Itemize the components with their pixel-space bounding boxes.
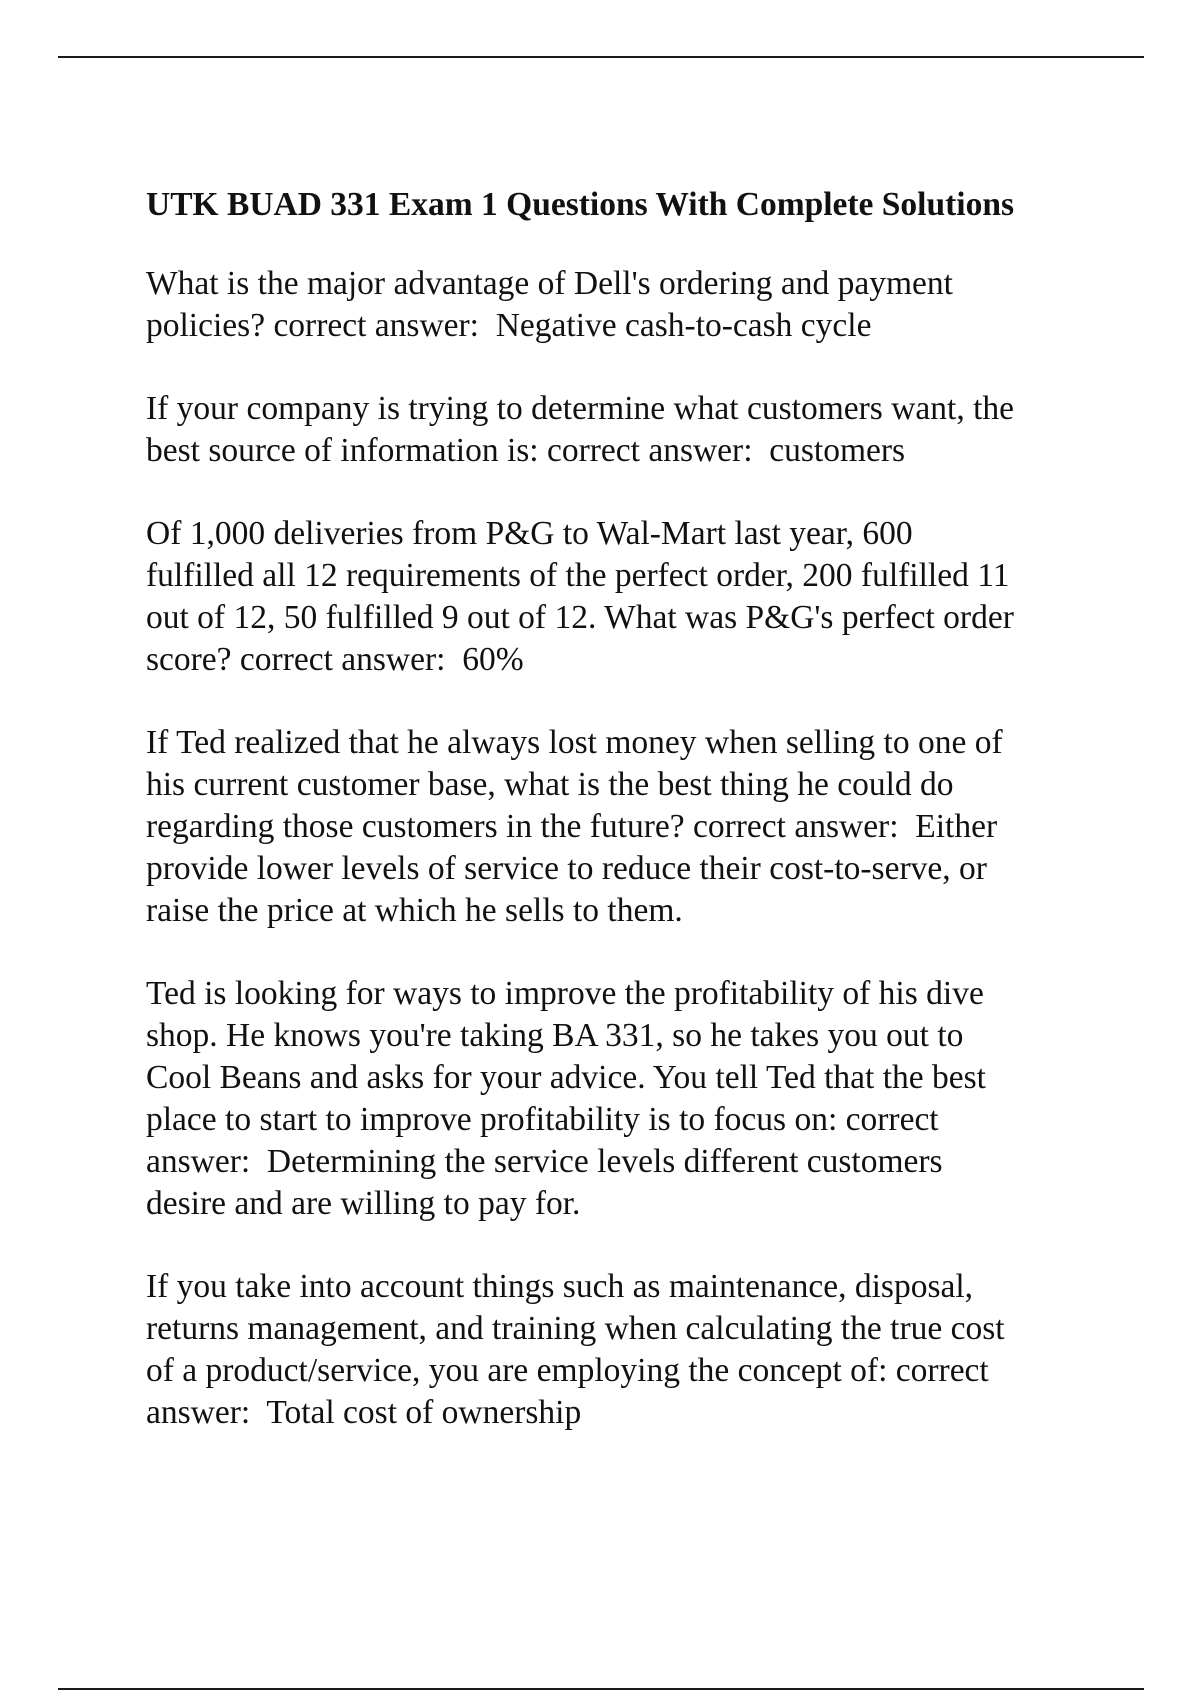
question-line: his current customer base, what is the best thing he could do (146, 766, 954, 803)
question-line: shop. He knows you're taking BA 331, so he takes you out to (146, 1017, 964, 1054)
question-line: Of 1,000 deliveries from P&G to Wal-Mart last year, 600 (146, 515, 913, 552)
question-line: If Ted realized that he always lost money when selling to one of (146, 724, 1003, 761)
question-line: place to start to improve profitability is to focus on: correct (146, 1101, 939, 1138)
question-line: raise the price at which he sells to them. (146, 892, 683, 929)
question-line: Ted is looking for ways to improve the profitability of his dive (146, 975, 984, 1012)
question-line: fulfilled all 12 requirements of the perfect order, 200 fulfilled 11 (146, 557, 1010, 594)
question-3 (146, 513, 1096, 681)
question-line: desire and are willing to pay for. (146, 1185, 581, 1222)
question-1 (146, 263, 1096, 347)
document-body (146, 183, 1096, 1475)
question-line: What is the major advantage of Dell's ordering and payment (146, 265, 953, 302)
top-divider (58, 56, 1144, 58)
question-line: policies? correct answer: Negative cash-to-cash cycle (146, 307, 872, 344)
document-title: UTK BUAD 331 Exam 1 Questions With Complete Solutions (146, 186, 1015, 223)
question-line: provide lower levels of service to reduce their cost-to-serve, or (146, 850, 987, 887)
question-4 (146, 722, 1096, 932)
bottom-divider (58, 1688, 1144, 1690)
question-6 (146, 1266, 1096, 1434)
question-line: best source of information is: correct answer: customers (146, 432, 906, 469)
question-line: out of 12, 50 fulfilled 9 out of 12. What was P&G's perfect order (146, 599, 1014, 636)
question-line: If your company is trying to determine what customers want, the (146, 390, 1014, 427)
question-line: score? correct answer: 60% (146, 641, 524, 678)
question-line: Cool Beans and asks for your advice. You tell Ted that the best (146, 1059, 986, 1096)
question-line: regarding those customers in the future? correct answer: Either (146, 808, 998, 845)
question-line: If you take into account things such as maintenance, disposal, (146, 1268, 974, 1305)
question-line: answer: Determining the service levels different customers (146, 1143, 943, 1180)
question-5 (146, 973, 1096, 1225)
question-line: answer: Total cost of ownership (146, 1394, 582, 1431)
question-line: returns management, and training when calculating the true cost (146, 1310, 1005, 1347)
question-line: of a product/service, you are employing the concept of: correct (146, 1352, 989, 1389)
question-2 (146, 388, 1096, 472)
